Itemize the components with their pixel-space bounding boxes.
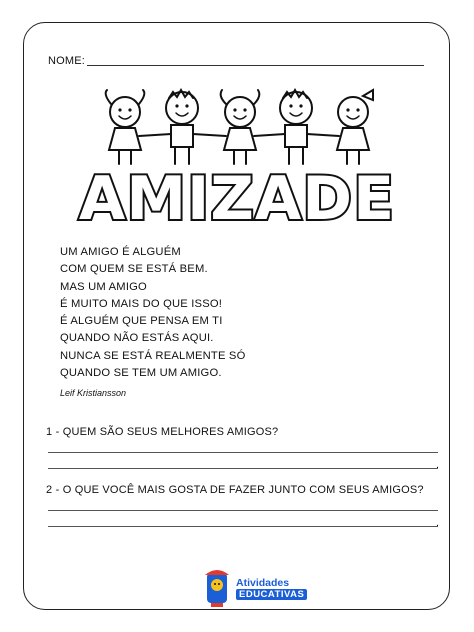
answer-line[interactable] bbox=[48, 510, 438, 511]
poem-line: QUANDO SE TEM UM AMIGO. bbox=[60, 367, 222, 380]
answer-line[interactable] bbox=[48, 468, 438, 469]
answer-line[interactable] bbox=[48, 452, 438, 453]
poem-author: Leif Kristiansson bbox=[60, 388, 127, 398]
name-label: NOME: bbox=[48, 55, 86, 67]
poem bbox=[60, 244, 245, 382]
answer-end-mark: . bbox=[436, 517, 440, 529]
logo-line1: Atividades bbox=[236, 577, 290, 589]
logo-line2: EDUCATIVAS bbox=[236, 589, 307, 600]
poem-line: MAS UM AMIGO bbox=[60, 280, 147, 293]
children-holding-hands-icon bbox=[95, 88, 385, 168]
poem-line: É ALGUÉM QUE PENSA EM TI bbox=[60, 315, 223, 328]
pencil-mascot-icon bbox=[198, 567, 236, 609]
page-title: AMIZADE bbox=[78, 164, 396, 234]
poem-line: NUNCA SE ESTÁ REALMENTE SÓ bbox=[60, 349, 246, 362]
answer-line[interactable] bbox=[48, 526, 438, 527]
name-field-line[interactable] bbox=[87, 65, 424, 66]
poem-line: É MUITO MAIS DO QUE ISSO! bbox=[60, 297, 223, 310]
poem-line: UM AMIGO É ALGUÉM bbox=[60, 246, 181, 258]
question-1: 1 - QUEM SÃO SEUS MELHORES AMIGOS? bbox=[46, 426, 279, 438]
poem-line: QUANDO NÃO ESTÁS AQUI. bbox=[60, 332, 214, 345]
poem-line: COM QUEM SE ESTÁ BEM. bbox=[60, 263, 208, 276]
answer-end-mark: . bbox=[436, 459, 440, 471]
question-2: 2 - O QUE VOCÊ MAIS GOSTA DE FAZER JUNTO COM SEUS AMIGOS? bbox=[46, 484, 424, 496]
